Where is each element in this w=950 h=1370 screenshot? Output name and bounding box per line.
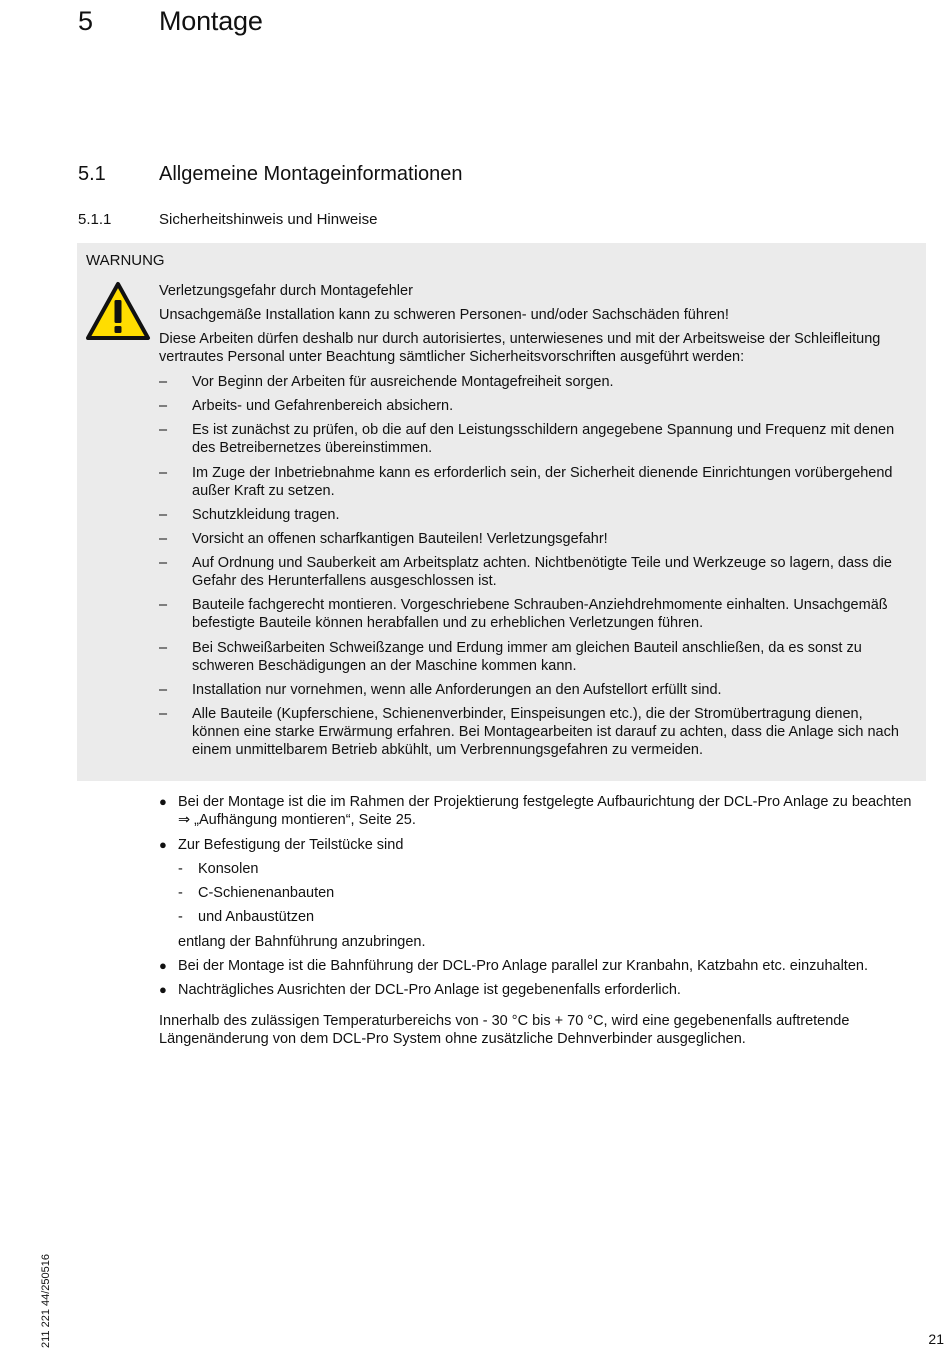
page-number: 21	[928, 1331, 944, 1347]
warning-item: – Schutzkleidung tragen.	[159, 506, 340, 523]
warning-item: – Alle Bauteile (Kupferschiene, Schienenverbinder, Einspeisungen etc.), die der Stromübertragung dienen, können eine starke Erwärmung erfahren. Bei Montagearbeiten ist darauf zu achten, dass die Anlage sich nach einem unmittelbarem Betrieb abkühlt, um Verbrennungsgefahren zu vermeiden.	[159, 705, 899, 758]
warning-item: – Installation nur vornehmen, wenn alle Anforderungen an den Aufstellort erfüllt sind.	[159, 681, 722, 698]
bullet-item-tail: entlang der Bahnführung anzubringen.	[178, 934, 426, 950]
warning-item: – Auf Ordnung und Sauberkeit am Arbeitsplatz achten. Nichtbenötigte Teile und Werkzeuge so lagern, dass die Gefahr des Herunterfallens ausgeschlossen ist.	[159, 555, 892, 590]
dash-marker: –	[159, 597, 168, 614]
dash-marker: –	[159, 530, 168, 547]
section-number: 5.1	[78, 163, 106, 185]
bullet-marker: ●	[159, 837, 167, 852]
sub-item-c-rails: - C-Schienenanbauten	[178, 885, 335, 901]
warning-item: – Bauteile fachgerecht montieren. Vorgeschriebene Schrauben-Anziehdrehmomente einhalten. Unsachgemäß befestigte Bauteile können herabfallen und zu erheblichen Verletzungen führen.	[159, 597, 888, 632]
subsection-title: Sicherheitshinweis und Hinweise	[159, 211, 378, 228]
dash-marker: –	[159, 639, 168, 656]
bullet-item-fastening: ● Zur Befestigung der Teilstücke sind	[159, 837, 404, 853]
subsection-number: 5.1.1	[78, 211, 112, 228]
bullet-marker: ●	[159, 982, 167, 997]
bullet-item-orientation: ● Bei der Montage ist die im Rahmen der Projektierung festgelegte Aufbaurichtung der DCL-Pro Anlage zu beachten ⇒ „Aufhängung montieren“, Seite 25.	[159, 794, 912, 828]
document-code: 211 221 44/250516	[40, 1254, 52, 1348]
section-title: Allgemeine Montageinformationen	[159, 163, 463, 185]
dash-marker: -	[178, 909, 183, 925]
chapter-title: Montage	[159, 6, 263, 36]
dash-marker: –	[159, 374, 168, 390]
warning-subtitle: Unsachgemäße Installation kann zu schweren Personen- und/oder Sachschäden führen!	[159, 307, 729, 323]
bullet-item-alignment: ● Nachträgliches Ausrichten der DCL-Pro Anlage ist gegebenenfalls erforderlich.	[159, 982, 681, 998]
dash-marker: –	[159, 705, 168, 722]
warning-item: – Bei Schweißarbeiten Schweißzange und Erdung immer am gleichen Bauteil anschließen, da es sonst zu schweren Beschädigungen an der Maschine kommen kann.	[159, 639, 862, 674]
warning-box	[77, 243, 926, 781]
warning-triangle-icon	[85, 281, 151, 341]
dash-marker: –	[159, 422, 168, 439]
warning-intro: Diese Arbeiten dürfen deshalb nur durch autorisiertes, unterwiesenes und mit der Arbeitsweise der Schleifleitung vertrautes Personal unter Beachtung sämtlicher Sicherheitsvorschriften ausgeführt werden:	[159, 331, 881, 365]
dash-marker: –	[159, 555, 168, 572]
dash-marker: –	[159, 506, 168, 523]
warning-list	[159, 373, 907, 765]
chapter-number: 5	[78, 6, 93, 36]
warning-title: Verletzungsgefahr durch Montagefehler	[159, 283, 413, 299]
sub-item-supports: - und Anbaustützen	[178, 909, 315, 925]
sub-item-consoles: - Konsolen	[178, 861, 259, 877]
warning-item: – Vorsicht an offenen scharfkantigen Bauteilen! Verletzungsgefahr!	[159, 530, 608, 547]
dash-marker: -	[178, 861, 183, 877]
temperature-paragraph: Innerhalb des zulässigen Temperaturbereichs von - 30 °C bis + 70 °C, wird eine gegebenenfalls auftretende Längenänderung von dem DCL-Pro System ohne zusätzliche Dehnverbinder ausgeglichen.	[159, 1013, 850, 1047]
bullet-item-parallel: ● Bei der Montage ist die Bahnführung der DCL-Pro Anlage parallel zur Kranbahn, Katzbahn etc. einzuhalten.	[159, 958, 868, 974]
dash-marker: –	[159, 681, 168, 698]
dash-marker: –	[159, 398, 168, 415]
dash-marker: –	[159, 464, 168, 481]
warning-label: WARNUNG	[86, 252, 165, 269]
warning-item: – Es ist zunächst zu prüfen, ob die auf den Leistungsschildern angegebene Spannung und Frequenz mit denen des Betreibernetzes übereinstimmen.	[159, 422, 895, 457]
warning-item: – Vor Beginn der Arbeiten für ausreichende Montagefreiheit sorgen.	[159, 374, 614, 390]
bullet-marker: ●	[159, 794, 167, 809]
warning-item: – Arbeits- und Gefahrenbereich absichern.	[159, 398, 454, 415]
warning-item: – Im Zuge der Inbetriebnahme kann es erforderlich sein, der Sicherheit dienende Einrichtungen vorübergehend außer Kraft zu setzen.	[159, 464, 893, 499]
dash-marker: -	[178, 885, 183, 901]
bullet-marker: ●	[159, 958, 167, 973]
